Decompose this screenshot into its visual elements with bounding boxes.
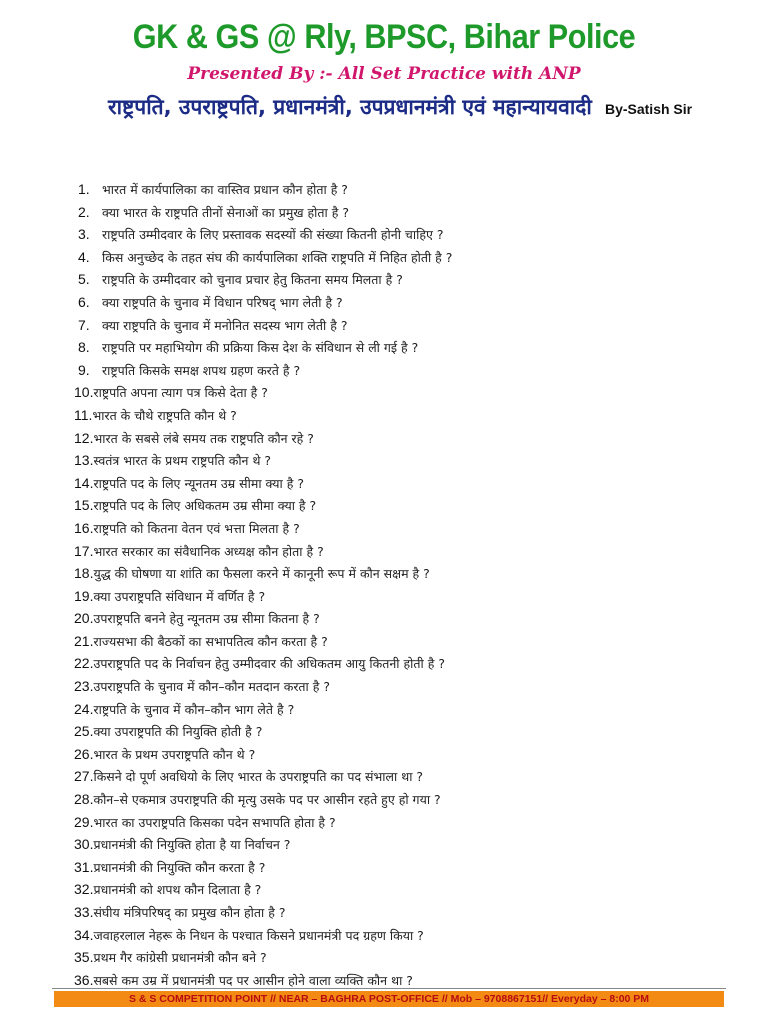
page-title: GK & GS @ Rly, BPSC, Bihar Police	[132, 18, 636, 56]
question-item	[74, 788, 754, 811]
question-item	[74, 720, 754, 743]
presented-by: Presented By :- All Set Practice with ANP	[187, 64, 581, 84]
question-text: राष्ट्रपति उम्मीदवार के लिए प्रस्तावक सदस्यों की संख्या कितनी होनी चाहिए ?	[102, 227, 444, 243]
question-text: राष्ट्रपति पद के लिए न्यूनतम उम्र सीमा क्या है ?	[93, 475, 304, 491]
question-number: 33.	[74, 904, 94, 920]
question-item	[74, 811, 754, 834]
question-number: 36.	[74, 971, 94, 988]
question-item	[74, 494, 754, 517]
question-number: 10.	[74, 384, 94, 401]
question-number: 1.	[78, 181, 90, 197]
question-number: 15.	[74, 497, 94, 514]
question-text: भारत के सबसे लंबे समय तक राष्ट्रपति कौन रहे ?	[93, 430, 314, 446]
question-item	[74, 562, 754, 585]
question-number: 12.	[74, 429, 94, 446]
question-text: राष्ट्रपति किसके समक्ष शपथ ग्रहण करते है ?	[102, 362, 301, 378]
question-text: राष्ट्रपति अपना त्याग पत्र किसे देता है ?	[93, 385, 268, 401]
question-item	[74, 201, 754, 224]
question-number: 32.	[74, 881, 94, 898]
question-text: कौन–से एकमात्र उपराष्ट्रपति की मृत्यु उसके पद पर आसीन रहते हुए हो गया ?	[93, 792, 441, 808]
question-list	[74, 178, 754, 991]
question-text: राष्ट्रपति के चुनाव में कौन–कौन भाग लेते है ?	[93, 701, 295, 717]
question-item	[74, 540, 754, 563]
question-item	[74, 585, 754, 608]
question-item	[74, 878, 754, 901]
question-number: 20.	[74, 610, 94, 627]
question-number: 4.	[78, 248, 90, 265]
question-text: जवाहरलाल नेहरू के निधन के पश्चात किसने प्रधानमंत्री पद ग्रहण किया ?	[93, 927, 424, 943]
question-text: किस अनुच्छेद के तहत संघ की कार्यपालिका शक्ति राष्ट्रपति में निहित होती है ?	[102, 249, 453, 265]
question-item	[74, 743, 754, 766]
question-text: राष्ट्रपति को कितना वेतन एवं भत्ता मिलता है ?	[93, 520, 300, 536]
question-number: 7.	[78, 316, 90, 333]
question-number: 25.	[74, 723, 94, 740]
question-number: 5.	[78, 271, 90, 288]
question-number: 11.	[74, 406, 93, 423]
question-number: 14.	[74, 474, 94, 491]
question-item	[74, 698, 754, 721]
subtitle-row	[108, 93, 748, 121]
question-number: 21.	[74, 632, 94, 649]
question-number: 31.	[74, 858, 94, 875]
question-number: 26.	[74, 745, 94, 762]
question-number: 23.	[74, 678, 94, 695]
question-text: भारत का उपराष्ट्रपति किसका पदेन सभापति होता है ?	[93, 814, 336, 830]
question-text: प्रथम गैर कांग्रेसी प्रधानमंत्री कौन बने ?	[93, 950, 267, 966]
question-item	[74, 427, 754, 450]
question-text: राष्ट्रपति के उम्मीदवार को चुनाव प्रचार हेतु कितना समय मिलता है ?	[102, 272, 403, 288]
question-item	[74, 652, 754, 675]
question-number: 35.	[74, 949, 94, 966]
question-text: युद्ध की घोषणा या शांति का फैसला करने में कानूनी रूप में कौन सक्षम है ?	[93, 566, 430, 582]
question-item	[74, 607, 754, 630]
question-text: स्वतंत्र भारत के प्रथम राष्ट्रपति कौन थे ?	[93, 453, 272, 469]
author-credit: By-Satish Sir	[604, 101, 693, 117]
question-item	[74, 675, 754, 698]
question-text: क्या उपराष्ट्रपति संविधान में वर्णित है ?	[93, 588, 266, 604]
question-text: प्रधानमंत्री की नियुक्ति कौन करता है ?	[93, 859, 266, 875]
question-item	[74, 924, 754, 947]
question-item	[74, 449, 754, 472]
question-text: राष्ट्रपति पद के लिए अधिकतम उम्र सीमा क्या है ?	[93, 498, 317, 514]
footer-banner: S & S COMPETITION POINT // NEAR – BAGHRA POST-OFFICE // Mob – 9708867151// Everyday – 8:00 PM	[54, 991, 724, 1007]
question-number: 8.	[78, 339, 90, 356]
question-number: 34.	[74, 926, 94, 943]
question-item	[74, 359, 754, 382]
question-item	[74, 268, 754, 291]
question-item	[74, 291, 754, 314]
question-number: 27.	[74, 768, 94, 785]
question-number: 3.	[78, 226, 90, 243]
question-item	[74, 946, 754, 969]
question-number: 22.	[74, 655, 94, 672]
question-text: क्या उपराष्ट्रपति की नियुक्ति होती है ?	[93, 724, 263, 740]
question-item	[74, 856, 754, 879]
question-number: 17.	[74, 542, 94, 559]
question-text: क्या भारत के राष्ट्रपति तीनों सेनाओं का प्रमुख होता है ?	[102, 204, 349, 220]
question-number: 6.	[78, 293, 90, 310]
question-number: 19.	[74, 587, 94, 604]
topic-heading: राष्ट्रपति, उपराष्ट्रपति, प्रधानमंत्री, उपप्रधानमंत्री एवं महान्यायवादी	[108, 95, 592, 119]
question-text: भारत में कार्यपालिका का वास्तिव प्रधान कौन होता है ?	[102, 182, 348, 197]
question-text: प्रधानमंत्री को शपथ कौन दिलाता है ?	[93, 882, 262, 898]
question-text: राज्यसभा की बैठकों का सभापतित्व कौन करता है ?	[93, 633, 328, 649]
question-text: उपराष्ट्रपति बनने हेतु न्यूनतम उम्र सीमा कितना है ?	[93, 611, 320, 627]
question-number: 13.	[74, 452, 94, 469]
footer-divider	[52, 988, 726, 989]
question-item	[74, 178, 754, 201]
question-text: क्या राष्ट्रपति के चुनाव में विधान परिषद् भाग लेती है ?	[102, 294, 343, 310]
question-number: 28.	[74, 791, 94, 808]
question-text: संघीय मंत्रिपरिषद् का प्रमुख कौन होता है ?	[93, 905, 286, 920]
question-text: राष्ट्रपति पर महाभियोग की प्रक्रिया किस देश के संविधान से ली गई है ?	[102, 340, 419, 356]
question-number: 9.	[78, 361, 90, 378]
question-number: 30.	[74, 836, 94, 853]
question-item	[74, 517, 754, 540]
question-text: भारत के प्रथम उपराष्ट्रपति कौन थे ?	[93, 746, 256, 762]
question-text: किसने दो पूर्ण अवधियो के लिए भारत के उपराष्ट्रपति का पद संभाला था ?	[93, 769, 424, 785]
question-number: 24.	[74, 700, 94, 717]
question-item	[74, 246, 754, 269]
question-text: क्या राष्ट्रपति के चुनाव में मनोनित सदस्य भाग लेती है ?	[102, 317, 348, 333]
question-item	[74, 314, 754, 337]
question-item	[74, 630, 754, 653]
question-number: 29.	[74, 813, 94, 830]
question-text: उपराष्ट्रपति पद के निर्वाचन हेतु उम्मीदवार की अधिकतम आयु कितनी होती है ?	[93, 656, 445, 672]
question-item	[74, 833, 754, 856]
question-item	[74, 901, 754, 924]
question-item	[74, 381, 754, 404]
question-text: भारत सरकार का संवैधानिक अध्यक्ष कौन होता है ?	[93, 543, 324, 559]
question-text: सबसे कम उम्र में प्रधानमंत्री पद पर आसीन होने वाला व्यक्ति कौन था ?	[93, 972, 413, 988]
question-item	[74, 765, 754, 788]
question-number: 2.	[78, 203, 90, 220]
question-text: उपराष्ट्रपति के चुनाव में कौन–कौन मतदान करता है ?	[93, 679, 331, 695]
question-text: प्रधानमंत्री की नियुक्ति होता है या निर्वाचन ?	[93, 837, 291, 853]
question-item	[74, 404, 754, 427]
question-item	[74, 472, 754, 495]
question-number: 16.	[74, 519, 94, 536]
question-item	[74, 223, 754, 246]
question-item	[74, 336, 754, 359]
question-number: 18.	[74, 565, 94, 582]
question-text: भारत के चौथे राष्ट्रपति कौन थे ?	[92, 407, 237, 423]
